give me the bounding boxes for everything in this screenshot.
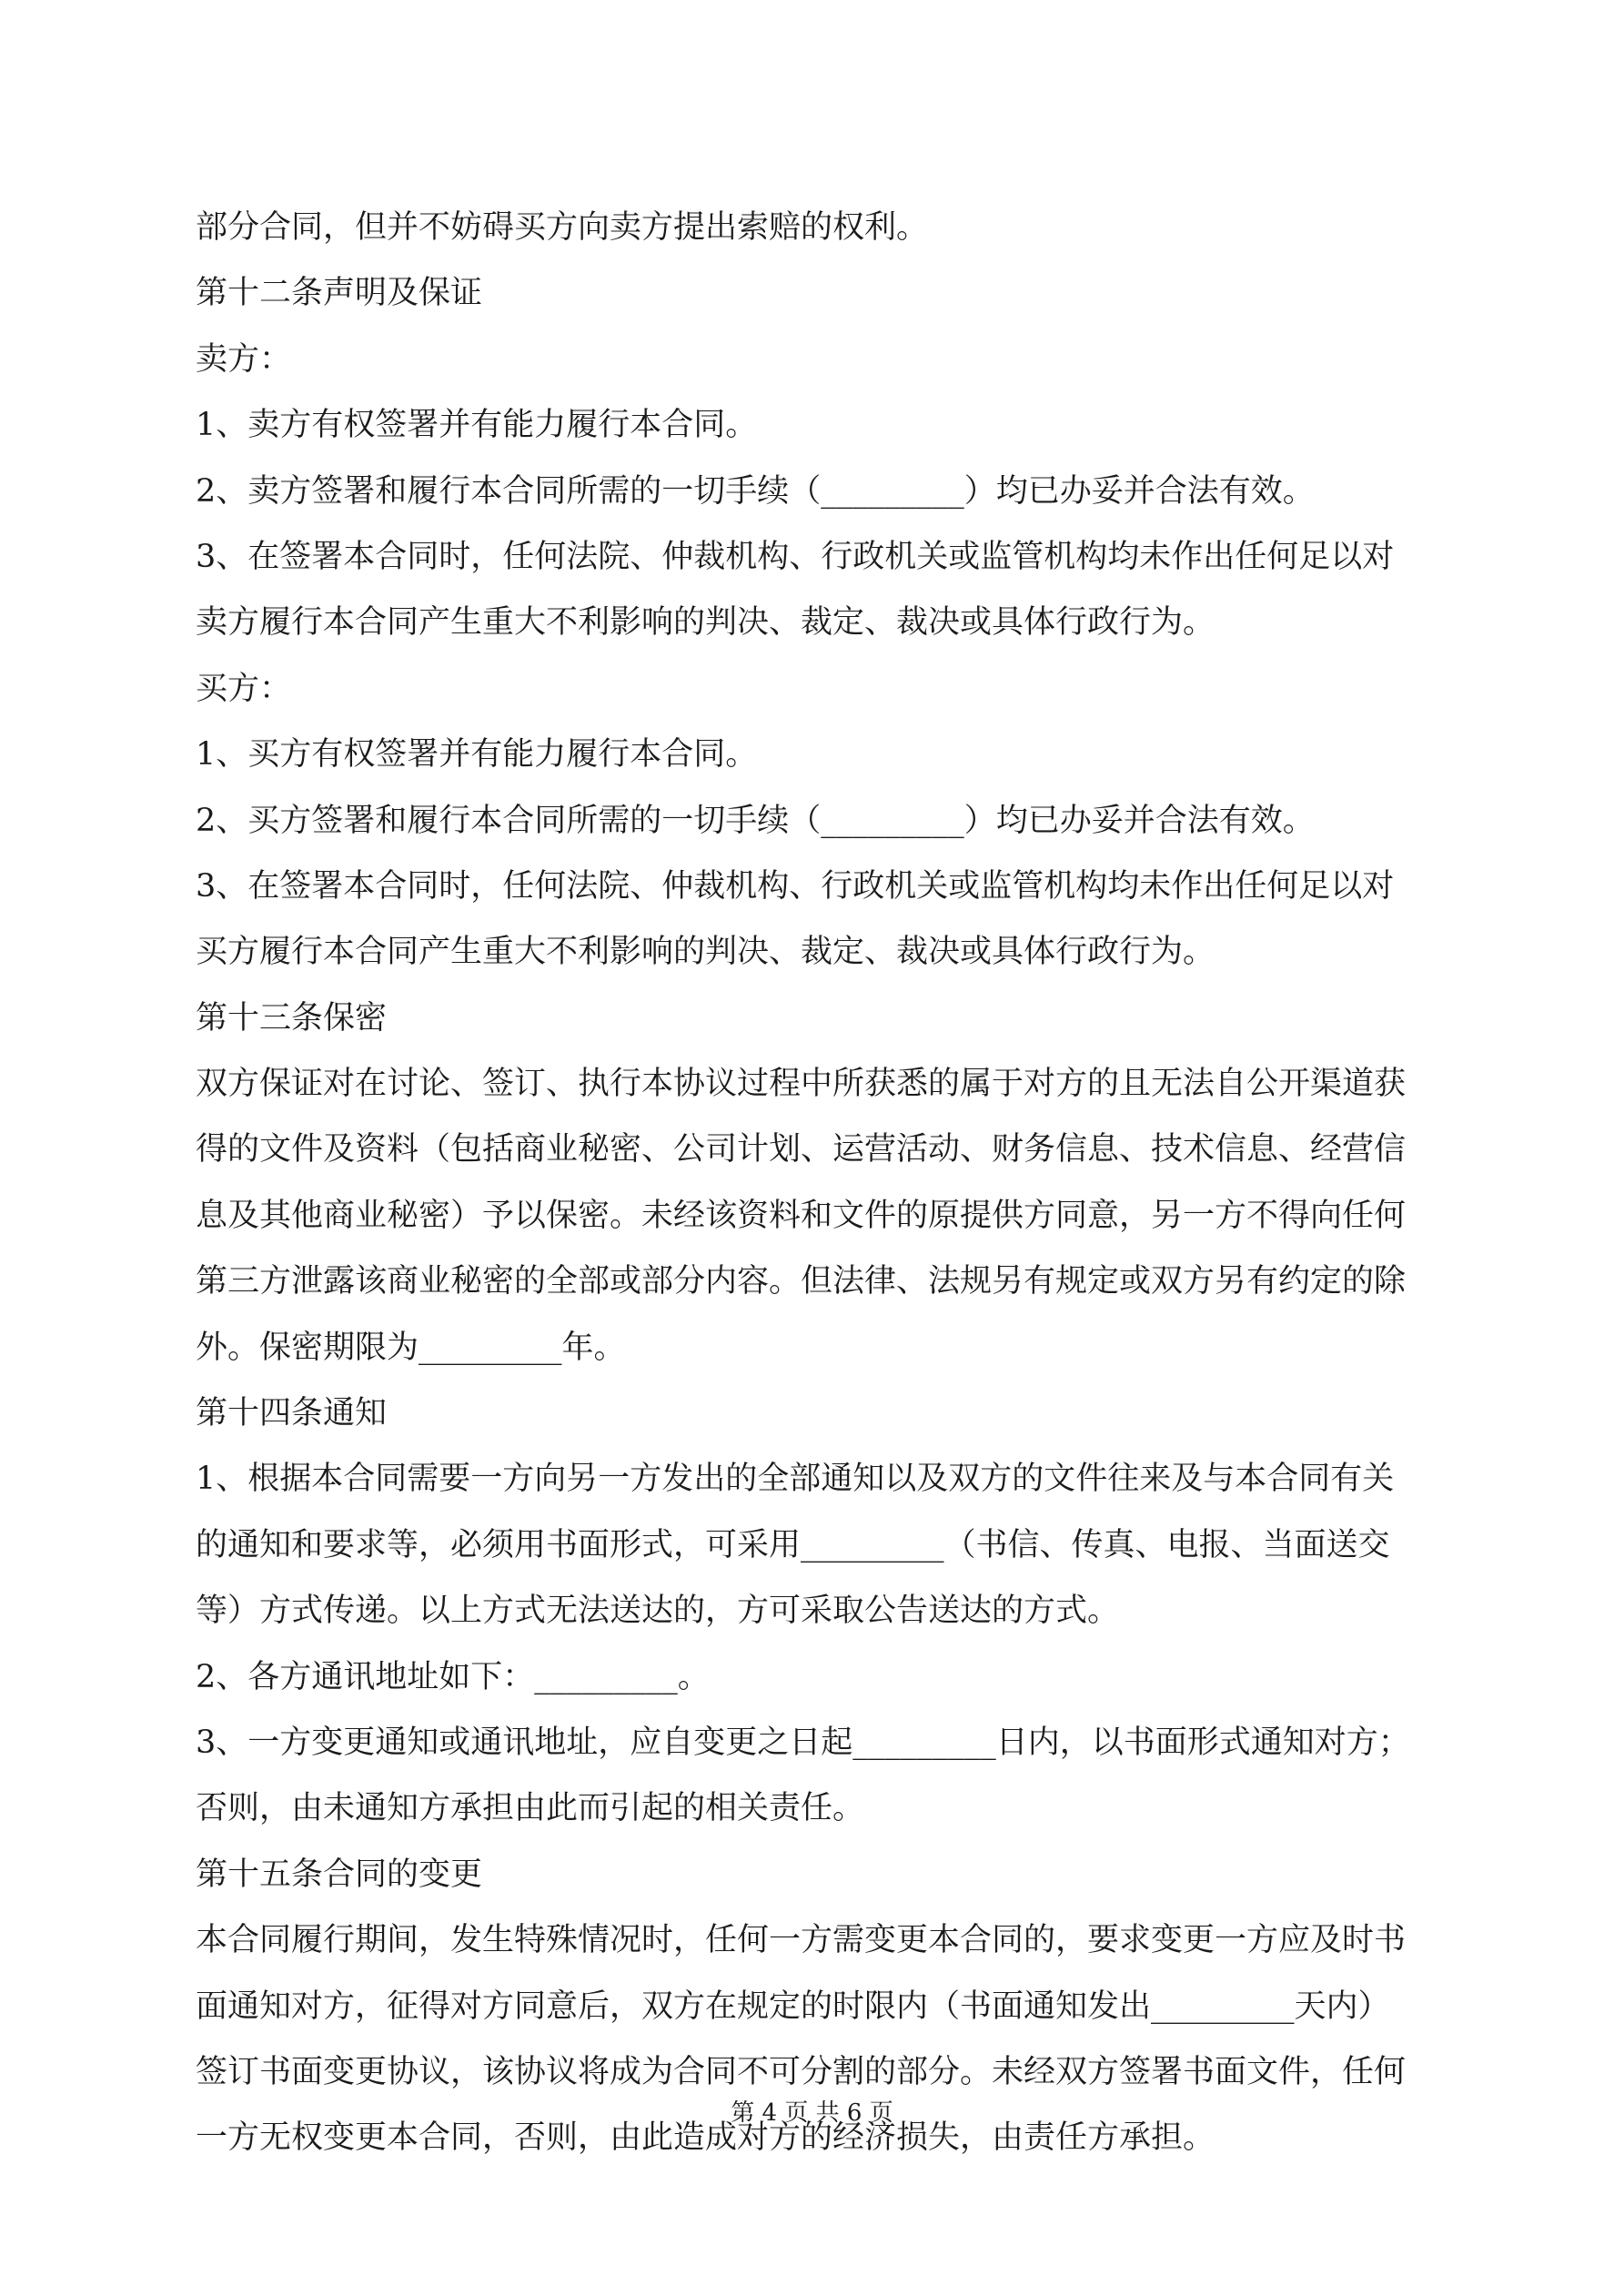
text-line: 得的文件及资料（包括商业秘密、公司计划、运营活动、财务信息、技术信息、经营信 — [196, 1131, 1407, 1168]
text-line: 1、卖方有权签署并有能力履行本合同。 — [196, 407, 758, 444]
document-body — [196, 195, 1437, 2171]
text-line: 3、一方变更通知或通讯地址，应自变更之日起_________日内，以书面形式通知对方； — [196, 1724, 1410, 1761]
text-line: 卖方： — [196, 340, 292, 378]
text-line: 第三方泄露该商业秘密的全部或部分内容。但法律、法规另有规定或双方另有约定的除 — [196, 1263, 1407, 1300]
text-line: 3、在签署本合同时，任何法院、仲裁机构、行政机关或监管机构均未作出任何足以对 — [196, 867, 1395, 905]
section-heading: 第十五条合同的变更 — [196, 1856, 483, 1893]
text-line: 否则，由未通知方承担由此而引起的相关责任。 — [196, 1790, 865, 1827]
text-line: 面通知对方，征得对方同意后，双方在规定的时限内（书面通知发出_________天内） — [196, 1988, 1390, 2025]
section-heading: 第十三条保密 — [196, 999, 388, 1037]
page-number: 第 4 页 共 6 页 — [731, 2099, 893, 2127]
text-line: 的通知和要求等，必须用书面形式，可采用_________（书信、传真、电报、当面送交 — [196, 1526, 1390, 1563]
text-line: 一方无权变更本合同，否则，由此造成对方的经济损失，由责任方承担。 — [196, 2119, 1215, 2157]
text-line: 部分合同，但并不妨碍买方向卖方提出索赔的权利。 — [196, 209, 929, 246]
text-line: 1、买方有权签署并有能力履行本合同。 — [196, 736, 758, 774]
section-heading: 第十二条声明及保证 — [196, 275, 483, 312]
text-line: 卖方履行本合同产生重大不利影响的判决、裁定、裁决或具体行政行为。 — [196, 604, 1215, 642]
text-line: 2、买方签署和履行本合同所需的一切手续（_________）均已办妥并合法有效。 — [196, 802, 1315, 839]
text-line: 签订书面变更协议，该协议将成为合同不可分割的部分。未经双方签署书面文件，任何 — [196, 2053, 1407, 2090]
text-line: 1、根据本合同需要一方向另一方发出的全部通知以及双方的文件往来及与本合同有关 — [196, 1461, 1395, 1498]
text-line: 外。保密期限为_________年。 — [196, 1329, 626, 1366]
text-line: 买方履行本合同产生重大不利影响的判决、裁定、裁决或具体行政行为。 — [196, 934, 1215, 971]
text-line: 2、卖方签署和履行本合同所需的一切手续（_________）均已办妥并合法有效。 — [196, 472, 1315, 510]
text-line: 本合同履行期间，发生特殊情况时，任何一方需变更本合同的，要求变更一方应及时书 — [196, 1922, 1407, 1959]
text-line: 息及其他商业秘密）予以保密。未经该资料和文件的原提供方同意，另一方不得向任何 — [196, 1197, 1407, 1234]
section-heading: 第十四条通知 — [196, 1395, 388, 1432]
text-line: 等）方式传递。以上方式无法送达的，方可采取公告送达的方式。 — [196, 1593, 1120, 1630]
text-line: 买方： — [196, 670, 292, 707]
text-line: 2、各方通讯地址如下：_________。 — [196, 1658, 710, 1695]
text-line: 双方保证对在讨论、签订、执行本协议过程中所获悉的属于对方的且无法自公开渠道获 — [196, 1066, 1407, 1103]
text-line: 3、在签署本合同时，任何法院、仲裁机构、行政机关或监管机构均未作出任何足以对 — [196, 538, 1395, 575]
